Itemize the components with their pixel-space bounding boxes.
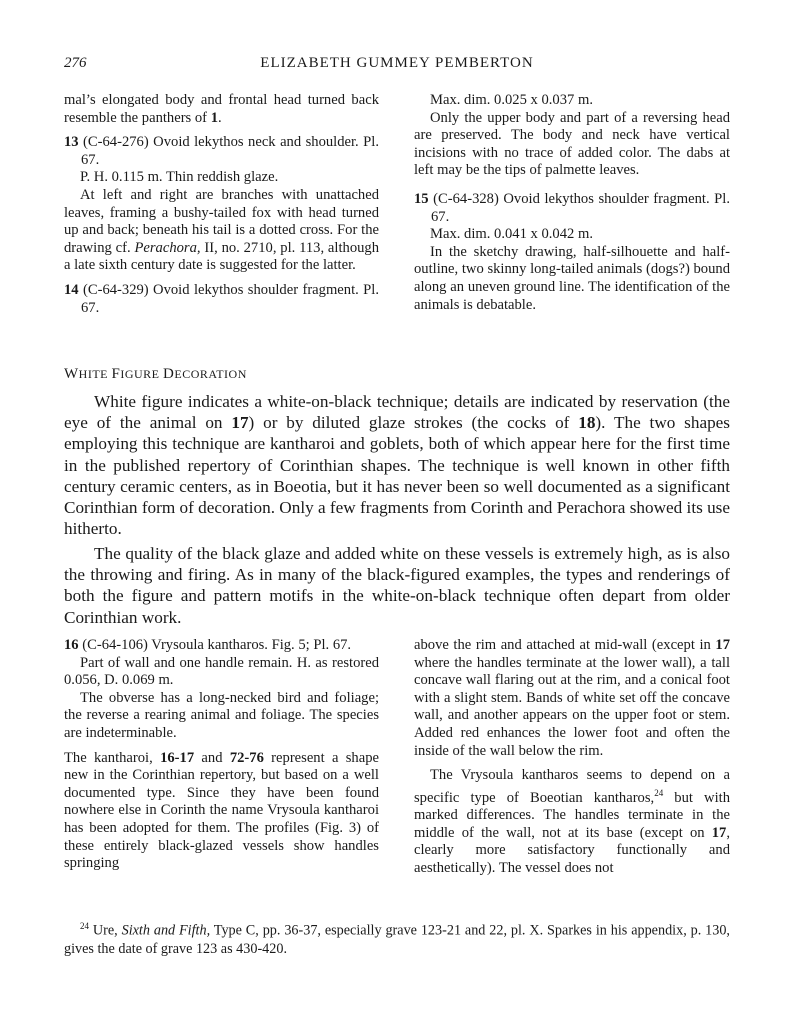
entry-15-heading: 15 (C-64-328) Ovoid lekythos shoulder fragment. Pl. 67. [414, 190, 730, 225]
entry-16-heading: 16 (C-64-106) Vrysoula kantharos. Fig. 5; Pl. 67. [64, 637, 352, 653]
top-right-column [414, 92, 730, 314]
entry-14-heading: 14 (C-64-329) Ovoid lekythos shoulder fragment. Pl. 67. [64, 281, 379, 316]
entry-15-description: In the sketchy drawing, half-silhouette and half-outline, two skinny long-tailed animals (dogs?) bound along an uneven ground line. The identification of the animals is debatable. [414, 243, 730, 313]
section-heading: WHITE FIGURE DECORATION [64, 366, 247, 382]
entry-14-description: Only the upper body and part of a reversing head are preserved. The body and neck have vertical incisions with no trace of added color. The dabs at left may be the tips of palmette leaves. [414, 109, 730, 179]
section-body-2 [64, 543, 730, 628]
bottom-left-column [64, 637, 379, 873]
vrysoula-paragraph: The Vrysoula kantharos seems to depend on a specific type of Boeotian kantharos,$^{24}$ but with marked differences. The handles terminate in the middle of the wall, not at its base (except on 17, clearly more satisfactory functionally and aesthetically). The vessel does not [414, 767, 731, 876]
entry-16-description: The obverse has a long-necked bird and foliage; the reverse a rearing animal and foliage. The species are indeterminable. [64, 689, 379, 741]
running-title: ELIZABETH GUMMEY PEMBERTON [260, 55, 534, 71]
footnote: $^{24}$ Ure, Sixth and Fifth, Type C, pp. 36-37, especially grave 123-21 and 22, pl. X. Sparkes in his appendix, p. 130, gives the date of grave 123 as 430-420. [64, 921, 730, 958]
entry-13-heading: 13 (C-64-276) Ovoid lekythos neck and shoulder. Pl. 67. [64, 134, 379, 168]
entry-15-dimensions: Max. dim. 0.041 x 0.042 m. [430, 226, 593, 243]
section-paragraph-2: The quality of the black glaze and added white on these vessels is extremely high, as is also the throwing and firing. As in many of the black-figured examples, the types and renderings of both the figure and pattern motifs in the white-on-black technique often depart from older Corinthian work. [64, 544, 730, 627]
section-paragraph-1: White figure indicates a white-on-black technique; details are indicated by reservation (the eye of the animal on 17) or by diluted glaze strokes (the cocks of 18). The two shapes employing this technique are kantharoi and goblets, both of which appear here for the first time in the published repertory of Corinthian shapes. The technique is well known in other fifth century ceramic centers, as in Boeotia, but it has never been so well documented as a significant Corinthian form of decoration. Only a few fragments from Corinth and Perachora showed its use hitherto. [64, 392, 730, 539]
section-body [64, 391, 730, 539]
entry-13-description: At left and right are branches with unattached leaves, framing a bushy-tailed fox with head turned up and back; beneath his tail is a dotted cross. For the drawing cf. Perachora, II, no. 2710, pl. 113, although a late sixth century date is suggested for the latter. [64, 186, 380, 274]
top-left-column [64, 92, 379, 317]
page-number: 276 [64, 55, 87, 71]
entry-16-dimensions: Part of wall and one handle remain. H. as restored 0.056, D. 0.069 m. [64, 654, 379, 689]
bottom-right-column [414, 637, 730, 878]
kantharoi-paragraph: The kantharoi, 16-17 and 72-76 represent a shape new in the Corinthian repertory, but based on a well documented type. Since they have been found nowhere else in Corinth the name Vrysoula kantharoi has been adopted for them. The profiles (Fig. 3) of these entirely black-glazed vessels show handles springing [64, 749, 379, 872]
intro-paragraph: mal’s elongated body and frontal head turned back resemble the panthers of 1. [64, 92, 379, 126]
footnote-ref: 24 [654, 787, 664, 798]
profile-paragraph: above the rim and attached at mid-wall (except in 17 where the handles terminate at the lower wall), a tall concave wall flaring out at the rim, and a conical foot with a slight stem. Bands of white set off the concave wall, and another appears on the upper foot or stem. Added red enhances the lower foot and often the inside of the wall below the rim. [414, 637, 730, 759]
entry-13-dimensions: P. H. 0.115 m. Thin reddish glaze. [80, 169, 279, 186]
catalogue-ref: 1 [210, 109, 218, 126]
entry-14-dimensions: Max. dim. 0.025 x 0.037 m. [430, 92, 593, 108]
